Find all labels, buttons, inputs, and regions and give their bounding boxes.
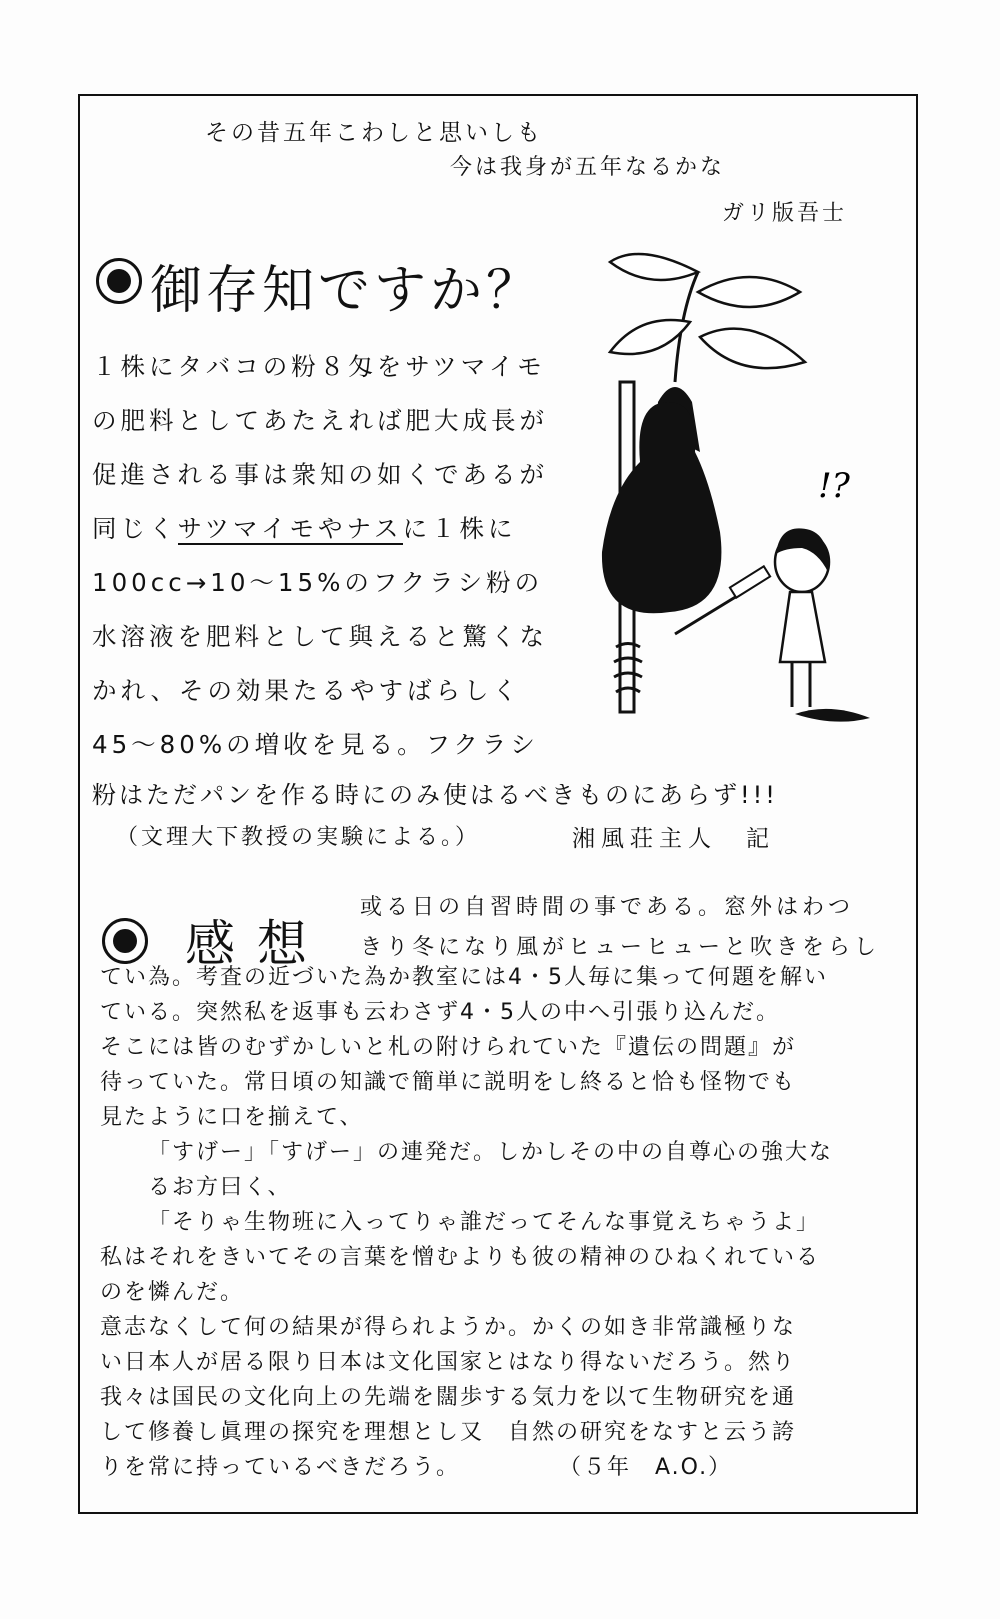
article-signature: 湘風荘主人 記 (572, 826, 775, 852)
essay-line: りを常に持っているべきだろう。 (100, 1455, 461, 1480)
girl-dress-icon (780, 592, 825, 662)
essay-line: そこには皆のむずかしいと札の附けられていた『遺伝の問題』が (100, 1035, 797, 1060)
essay-line: 「すげー」「すげー」の連発だ。しかしその中の自尊心の強大な (148, 1140, 834, 1165)
article-source: （文理大下教授の実験による。） (116, 825, 481, 850)
article-title: 御存知ですか？ (150, 261, 543, 321)
essay-head-lines (360, 888, 880, 968)
essay-body (100, 960, 880, 1485)
poem-line-2: 今は我身が五年なるかな (450, 155, 726, 180)
essay-line-last (100, 1450, 880, 1485)
essay-line: てい為。考査の近づいた為か教室には4・5人毎に集って何題を解い (100, 965, 828, 990)
eggplant-girl-illustration (580, 252, 880, 742)
essay-title: 感想 (185, 915, 329, 973)
essay-line: 意志なくして何の結果が得られようか。かくの如き非常識極りな (100, 1315, 797, 1340)
article-body (92, 340, 552, 772)
essay-line: 「そりゃ生物班に入ってりゃ誰だってそんな事覚えちゃうよ」 (148, 1210, 821, 1235)
article-line-underlined: 同じくサツマイモやナスに１株に (92, 514, 517, 543)
poem-author: ガリ版吾士 (722, 201, 848, 226)
article-last-line: 粉はただパンを作る時にのみ使はるべきものにあらず!!! (92, 781, 778, 809)
leaf-icon (700, 329, 805, 368)
bullet-icon (102, 918, 148, 964)
essay-line: 待っていた。常日頃の知識で簡単に説明をし終ると恰も怪物でも (100, 1070, 797, 1095)
essay-line: して修養し眞理の探究を理想とし又 自然の研究をなすと云う誇 (100, 1420, 797, 1445)
article-line: 45～80%の増收を見る。フクラシ (92, 730, 539, 759)
essay-line: い日本人が居る限り日本は文化国家とはなり得ないだろう。然り (100, 1350, 797, 1375)
essay-head-line: きり冬になり風がヒューヒューと吹きをらし (360, 935, 881, 960)
leaf-icon (698, 277, 800, 307)
article-line: １株にタバコの粉８匁をサツマイモ (92, 352, 546, 381)
essay-line: るお方曰く、 (148, 1175, 292, 1200)
leaf-icon (610, 254, 698, 280)
underlined-phrase: サツマイモやナス (177, 514, 403, 543)
essay-line: のを憐んだ。 (100, 1280, 245, 1305)
exclaim-mark: !? (818, 466, 850, 506)
bullet-icon (96, 258, 142, 304)
article-line: 水溶液を肥料として與えると驚くな (92, 622, 548, 651)
article-line: かれ、その効果たるやすばらしく (92, 676, 521, 705)
essay-line: 私はそれをきいてその言葉を憎むよりも彼の精神のひねくれている (100, 1245, 821, 1270)
article-line: 促進される事は衆知の如くであるが (92, 460, 548, 489)
essay-line: 我々は国民の文化向上の先端を闊歩する気力を以て生物研究を通 (100, 1385, 797, 1410)
article-line: 100cc→10～15%のフクラシ粉の (92, 568, 544, 597)
article-line: の肥料としてあたえれば肥大成長が (92, 406, 548, 435)
essay-signature: （５年 A.O.） (570, 1455, 733, 1480)
essay-line: ている。突然私を返事も云わさず4・5人の中へ引張り込んだ。 (100, 1000, 780, 1025)
poem-line-1: その昔五年こわしと思いしも (205, 120, 543, 146)
essay-head-line: 或る日の自習時間の事である。窓外はわつ (360, 895, 855, 920)
essay-line: 見たように口を揃えて、 (100, 1105, 364, 1130)
